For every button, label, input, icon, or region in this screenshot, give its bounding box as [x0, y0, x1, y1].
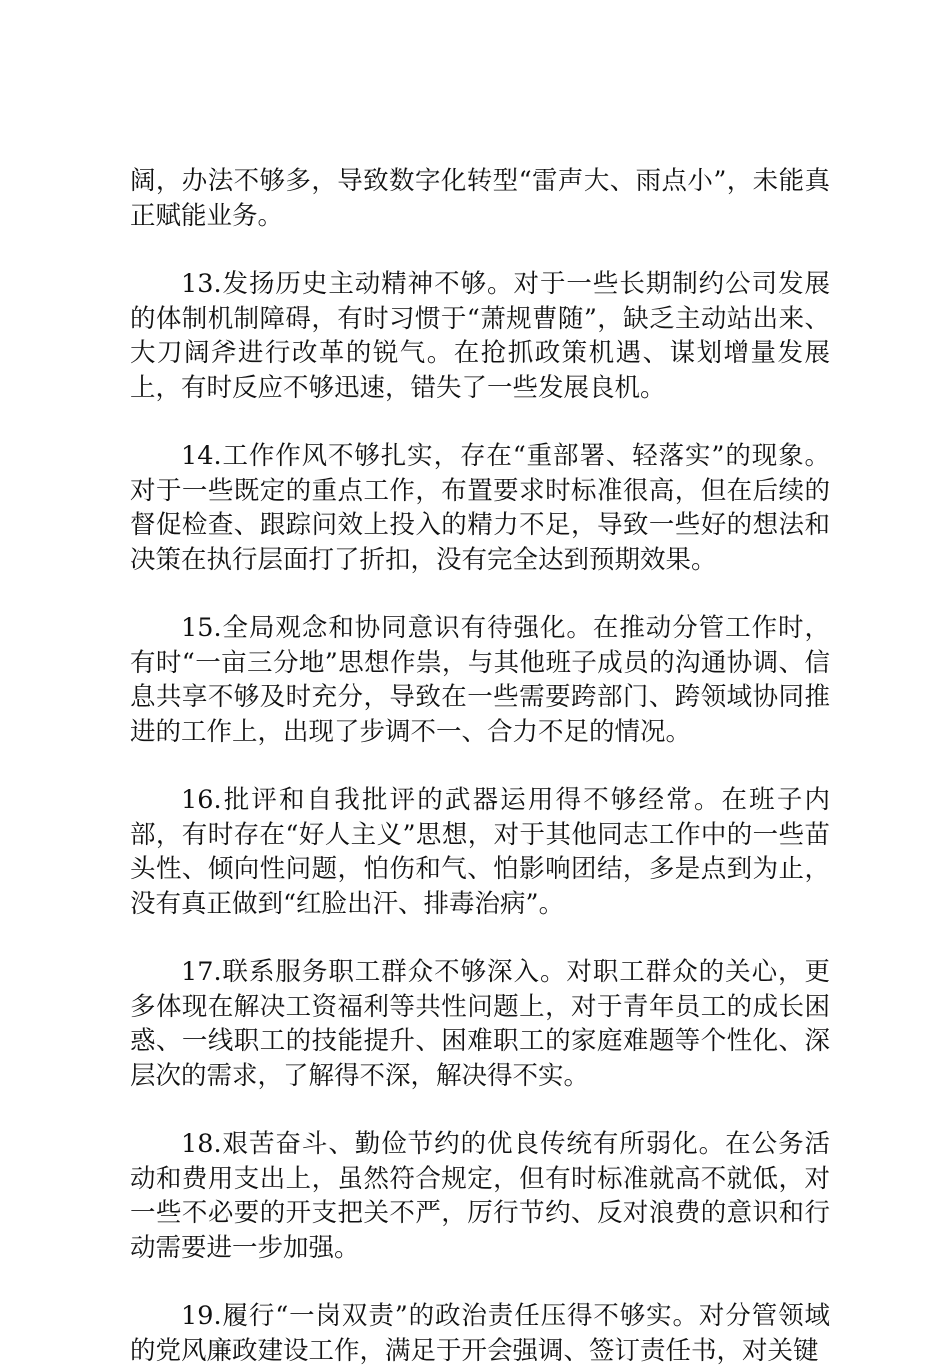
paragraph-item-14: 14.工作作风不够扎实，存在“重部署、轻落实”的现象。对于一些既定的重点工作，布置要求时标准很高，但在后续的督促检查、跟踪问效上投入的精力不足，导致一些好的想法和决策在执行层面打了折扣，没有完全达到预期效果。 [130, 441, 830, 575]
paragraph-item-13: 13.发扬历史主动精神不够。对于一些长期制约公司发展的体制机制障碍，有时习惯于“萧规曹随”，缺乏主动站出来、大刀阔斧进行改革的锐气。在抢抓政策机遇、谋划增量发展上，有时反应不够迅速，错失了一些发展良机。 [130, 269, 830, 403]
paragraph-item-19: 19.履行“一岗双责”的政治责任压得不够实。对分管领域的党风廉政建设工作，满足于开会强调、签订责任书，对关键 [130, 1301, 830, 1366]
paragraph-item-18: 18.艰苦奋斗、勤俭节约的优良传统有所弱化。在公务活动和费用支出上，虽然符合规定，但有时标准就高不就低，对一些不必要的开支把关不严，厉行节约、反对浪费的意识和行动需要进一步加强。 [130, 1129, 830, 1263]
paragraph-item-16: 16.批评和自我批评的武器运用得不够经常。在班子内部，有时存在“好人主义”思想，对于其他同志工作中的一些苗头性、倾向性问题，怕伤和气、怕影响团结，多是点到为止，没有真正做到“红脸出汗、排毒治病”。 [130, 785, 830, 919]
document-body [130, 164, 830, 1368]
paragraph-item-17: 17.联系服务职工群众不够深入。对职工群众的关心，更多体现在解决工资福利等共性问题上，对于青年员工的成长困惑、一线职工的技能提升、困难职工的家庭难题等个性化、深层次的需求，了解得不深，解决得不实。 [130, 957, 830, 1091]
paragraph-item-15: 15.全局观念和协同意识有待强化。在推动分管工作时，有时“一亩三分地”思想作祟，与其他班子成员的沟通协调、信息共享不够及时充分，导致在一些需要跨部门、跨领域协同推进的工作上，出现了步调不一、合力不足的情况。 [130, 613, 830, 747]
paragraph-continuation: 阔，办法不够多，导致数字化转型“雷声大、雨点小”，未能真正赋能业务。 [130, 166, 830, 231]
